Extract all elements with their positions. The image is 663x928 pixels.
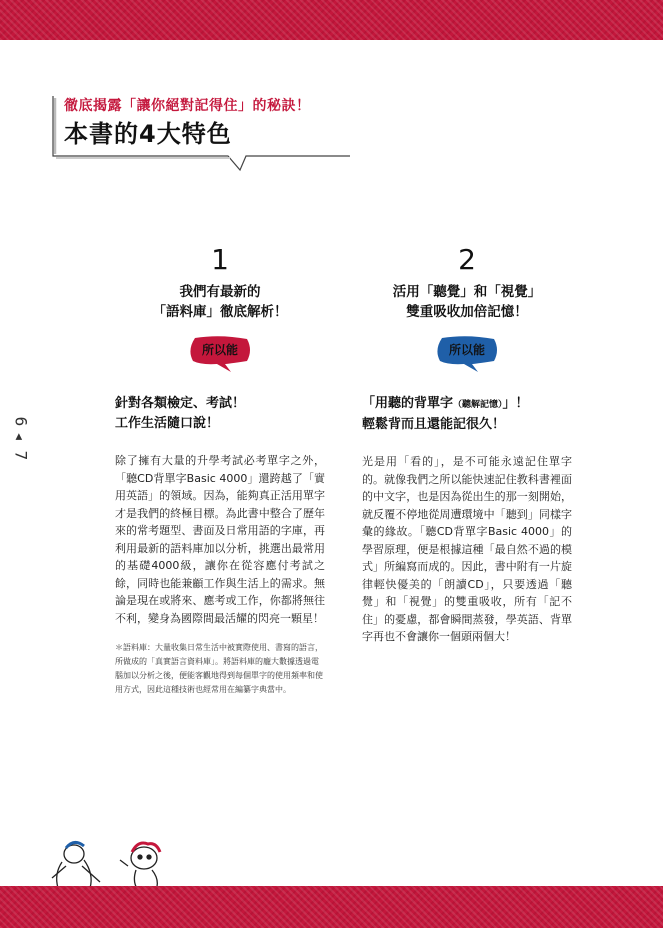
feature-1	[115, 244, 325, 697]
speech-bubble	[187, 336, 253, 372]
feature-footnote: ＊語料庫：大量收集日常生活中被實際使用、書寫的語言，所做成的「真實語言資料庫」。將語料庫的龐大數據透過電腦加以分析之後，便能客觀地得到每個單字的使用頻率和使用方式，因此這種技術也經常用在編纂字典當中。	[115, 643, 323, 694]
page-number-second: 7	[11, 450, 31, 461]
bottom-decorative-band	[0, 886, 663, 928]
feature-2	[362, 244, 572, 646]
feature-heading-line2: 工作生活隨口說！	[115, 416, 220, 431]
heading-part: 」！	[502, 396, 529, 411]
feature-body: 除了擁有大量的升學考試必考單字之外，「聽CD背單字Basic 4000」還跨越了「實用英語」的領域。因為，能夠真正活用單字才是我們的終極目標。為此書中整合了歷年來的常考題型、書面及日常用語的字庫，再利用最新的語料庫加以分析，挑選出最常用的基礎4000級，讓你在從容應付考試之餘，同時也能兼顧工作與生活上的需求。無論是現在或將來、應考或工作，你都將無往不利，變身為國際間最活耀的閃亮一顆星！	[115, 454, 325, 625]
speech-bubble	[434, 336, 500, 372]
page-number	[12, 412, 36, 472]
page-number-first: 6	[11, 416, 31, 427]
feature-title-line2: 「語料庫」徹底解析！	[152, 304, 288, 320]
feature-heading-line1	[362, 394, 572, 415]
feature-body: 光是用「看的」，是不可能永遠記住單字的。就像我們之所以能快速記住教科書裡面的中文字，也是因為從出生的那一刻開始，就反覆不停地從周遭環境中「聽到」同樣字彙的緣故。「聽CD背單字Basic 4000」的學習原理，便是根據這種「最自然不過的模式」所編寫而成的。因此，書中附有一片旋律輕快優美的「朗讀CD」，只要透過「聽覺」和「視覺」的雙重吸收，所有「記不住」的憂慮，都會瞬間蒸發，學英語、背單字再也不會讓你一個頭兩個大！	[362, 455, 572, 643]
page-arrow-icon: ◀	[12, 433, 26, 440]
feature-number: 2	[458, 243, 476, 276]
feature-title-line1: 活用「聽覺」和「視覺」	[392, 284, 542, 300]
feature-title-line2: 雙重吸收加倍記憶！	[406, 304, 528, 320]
bubble-label: 所以能	[448, 343, 485, 357]
feature-heading-line2: 輕鬆背而且還能記很久！	[362, 417, 506, 432]
heading-small-part: （聽解記憶）	[453, 400, 503, 410]
feature-number: 1	[211, 243, 229, 276]
header-callout	[52, 94, 352, 154]
bubble-label: 所以能	[201, 343, 238, 357]
header-subtitle: 徹底揭露「讓你絕對記得住」的秘訣！	[64, 98, 311, 114]
page-title: 本書的4大特色	[64, 120, 232, 148]
top-decorative-band	[0, 0, 663, 40]
feature-heading-line1: 針對各類檢定、考試！	[115, 396, 246, 411]
heading-part: 「用聽的背單字	[362, 396, 454, 411]
feature-title-line1: 我們有最新的	[179, 284, 261, 300]
cartoon-characters-illustration	[44, 838, 194, 890]
